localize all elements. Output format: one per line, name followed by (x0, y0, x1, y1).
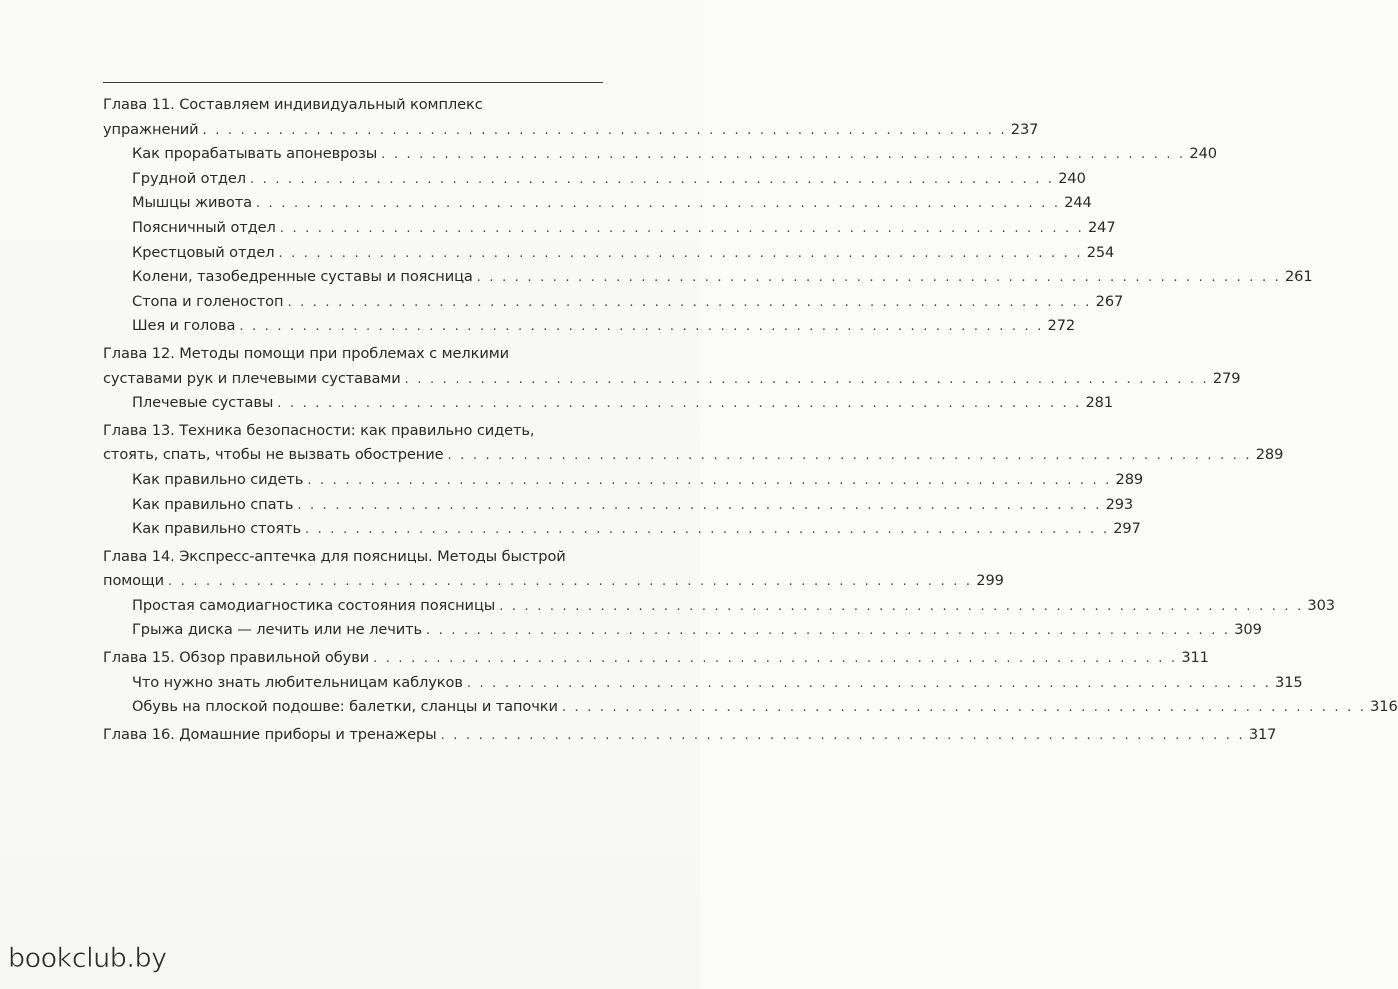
toc-leader-dots: . . . . . . . . . . . . . . . . . . . . . . . . . . . . . . . . . . . . . . . . . . . . . . . . . . . . . . . . . . . . . . . . (297, 497, 1102, 513)
toc-entry-title: Плечевые суставы (132, 394, 274, 412)
toc-section-line (103, 241, 1115, 266)
toc-section-line (103, 517, 1141, 542)
toc-page-number: 240 (1189, 145, 1217, 163)
toc-entry-title: стоять, спать, чтобы не вызвать обострение (103, 446, 444, 464)
toc-leader-dots: . . . . . . . . . . . . . . . . . . . . . . . . . . . . . . . . . . . . . . . . . . . . . . . . . . . . . . . . . . . . . . . . (279, 220, 1084, 236)
toc-page-number: 240 (1058, 169, 1086, 187)
toc-chapter-line (103, 419, 629, 444)
watermark: bookclub.by (8, 943, 167, 974)
toc-chapter-line (103, 443, 1284, 468)
toc-entry-title: Глава 13. Техника безопасности: как правильно сидеть, (103, 421, 535, 439)
toc-page-number: 267 (1095, 292, 1124, 310)
toc-chapter-line (103, 646, 1209, 671)
toc-entry-title: помощи (103, 572, 165, 590)
toc-section-line (103, 216, 1116, 241)
toc-section-line (103, 391, 1114, 416)
toc-chapter-line (103, 545, 629, 570)
toc-leader-dots: . . . . . . . . . . . . . . . . . . . . . . . . . . . . . . . . . . . . . . . . . . . . . . . . . . . . . . . . . . . . . . . . (466, 675, 1272, 691)
toc-section-line (103, 493, 1134, 518)
toc-entry-title: Обувь на плоской подошве: балетки, сланцы и тапочки (132, 698, 558, 716)
toc-entry-title: Что нужно знать любительницам каблуков (132, 673, 463, 691)
toc-leader-dots: . . . . . . . . . . . . . . . . . . . . . . . . . . . . . . . . . . . . . . . . . . . . . . . . . . . . . . . . . . . . . . . . (287, 294, 1092, 310)
toc-page-number: 289 (1115, 470, 1144, 488)
toc-entry-title: Глава 14. Экспресс-аптечка для поясницы. Методы быстрой (103, 547, 566, 565)
toc-leader-dots: . . . . . . . . . . . . . . . . . . . . . . . . . . . . . . . . . . . . . . . . . . . . . . . . . . . . . . . . . . . . . . . . (307, 472, 1112, 488)
toc-entry-title: Как правильно спать (132, 495, 294, 513)
toc-entry-title: упражнений (103, 120, 199, 138)
toc-entry-title: Простая самодиагностика состояния поясницы (132, 596, 496, 614)
toc-leader-dots: . . . . . . . . . . . . . . . . . . . . . . . . . . . . . . . . . . . . . . . . . . . . . . . . . . . . . . . . . . . . . . . . (168, 574, 973, 590)
toc-leader-dots: . . . . . . . . . . . . . . . . . . . . . . . . . . . . . . . . . . . . . . . . . . . . . . . . . . . . . . . . . . . . . . . . (476, 270, 1281, 286)
toc-page-number: 303 (1307, 596, 1335, 614)
toc-entry-title: Грудной отдел (132, 169, 247, 187)
toc-chapter-line (103, 118, 1039, 143)
toc-leader-dots: . . . . . . . . . . . . . . . . . . . . . . . . . . . . . . . . . . . . . . . . . . . . . . . . . . . . . . . . . . . . . . . . (561, 700, 1367, 716)
toc-page-number: 237 (1010, 120, 1039, 138)
toc-entry-title: Глава 16. Домашние приборы и тренажеры (103, 725, 437, 743)
toc-page-number: 315 (1275, 673, 1303, 691)
toc-leader-dots: . . . . . . . . . . . . . . . . . . . . . . . . . . . . . . . . . . . . . . . . . . . . . . . . . . . . . . . . . . . . . . . . (499, 598, 1304, 614)
toc-page-number: 254 (1086, 243, 1115, 261)
table-of-contents (103, 93, 1398, 747)
toc-page-number: 299 (976, 572, 1004, 590)
toc-section-line (103, 290, 1124, 315)
toc-leader-dots: . . . . . . . . . . . . . . . . . . . . . . . . . . . . . . . . . . . . . . . . . . . . . . . . . . . . . . . . . . . . . . . . (250, 171, 1055, 187)
toc-page-number: 281 (1085, 394, 1114, 412)
toc-entry-title: суставами рук и плечевыми суставами (103, 369, 401, 387)
toc-entry-title: Глава 11. Составляем индивидуальный комплекс (103, 96, 483, 113)
toc-page-number: 261 (1284, 268, 1313, 286)
toc-chapter-line (103, 569, 1004, 594)
toc-section-line (103, 695, 1398, 720)
toc-page-number: 317 (1248, 725, 1277, 743)
toc-leader-dots: . . . . . . . . . . . . . . . . . . . . . . . . . . . . . . . . . . . . . . . . . . . . . . . . . . . . . . . . . . . . . . . . (239, 319, 1044, 335)
toc-leader-dots: . . . . . . . . . . . . . . . . . . . . . . . . . . . . . . . . . . . . . . . . . . . . . . . . . . . . . . . . . . . . . . . . (304, 522, 1110, 538)
toc-entry-title: Крестцовый отдел (132, 243, 275, 261)
toc-leader-dots: . . . . . . . . . . . . . . . . . . . . . . . . . . . . . . . . . . . . . . . . . . . . . . . . . . . . . . . . . . . . . . . . (277, 396, 1082, 412)
toc-leader-dots: . . . . . . . . . . . . . . . . . . . . . . . . . . . . . . . . . . . . . . . . . . . . . . . . . . . . . . . . . . . . . . . . (278, 245, 1083, 261)
toc-entry-title: Как правильно сидеть (132, 470, 304, 488)
toc-page-number: 279 (1212, 369, 1241, 387)
toc-section-line (103, 671, 1303, 696)
toc-page-number: 247 (1088, 218, 1116, 236)
toc-section-line (103, 314, 1076, 339)
toc-chapter-line (103, 342, 629, 367)
toc-entry-title: Глава 15. Обзор правильной обуви (103, 649, 370, 667)
toc-entry-title: Мышцы живота (132, 194, 252, 212)
toc-section-line (103, 265, 1313, 290)
toc-page-number: 244 (1064, 194, 1092, 212)
toc-entry-title: Стопа и голеностоп (132, 292, 284, 310)
toc-entry-title: Грыжа диска — лечить или не лечить (132, 621, 423, 639)
toc-leader-dots: . . . . . . . . . . . . . . . . . . . . . . . . . . . . . . . . . . . . . . . . . . . . . . . . . . . . . . . . . . . . . . . . (440, 727, 1245, 743)
toc-leader-dots: . . . . . . . . . . . . . . . . . . . . . . . . . . . . . . . . . . . . . . . . . . . . . . . . . . . . . . . . . . . . . . . . (426, 623, 1231, 639)
toc-entry-title: Как прорабатывать апоневрозы (132, 145, 378, 163)
toc-page-number: 316 (1370, 698, 1398, 716)
toc-page-number: 311 (1181, 649, 1209, 667)
toc-leader-dots: . . . . . . . . . . . . . . . . . . . . . . . . . . . . . . . . . . . . . . . . . . . . . . . . . . . . . . . . . . . . . . . . (255, 196, 1061, 212)
toc-chapter-line (103, 367, 1241, 392)
toc-page-number: 293 (1105, 495, 1134, 513)
toc-leader-dots: . . . . . . . . . . . . . . . . . . . . . . . . . . . . . . . . . . . . . . . . . . . . . . . . . . . . . . . . . . . . . . . . (202, 122, 1007, 138)
toc-section-line (103, 618, 1262, 643)
toc-leader-dots: . . . . . . . . . . . . . . . . . . . . . . . . . . . . . . . . . . . . . . . . . . . . . . . . . . . . . . . . . . . . . . . . (404, 371, 1209, 387)
toc-section-line (103, 142, 1217, 167)
toc-chapter-line (103, 723, 1277, 748)
toc-page-number: 309 (1234, 621, 1262, 639)
toc-leader-dots: . . . . . . . . . . . . . . . . . . . . . . . . . . . . . . . . . . . . . . . . . . . . . . . . . . . . . . . . . . . . . . . . (447, 448, 1252, 464)
toc-chapter-line (103, 93, 629, 118)
toc-section-line (103, 468, 1144, 493)
toc-page-number: 297 (1113, 520, 1141, 538)
toc-entry-title: Глава 12. Методы помощи при проблемах с мелкими (103, 344, 509, 362)
toc-leader-dots: . . . . . . . . . . . . . . . . . . . . . . . . . . . . . . . . . . . . . . . . . . . . . . . . . . . . . . . . . . . . . . . . (373, 651, 1178, 667)
toc-entry-title: Поясничный отдел (132, 218, 276, 236)
toc-page-number: 272 (1047, 317, 1076, 335)
toc-entry-title: Шея и голова (132, 317, 236, 335)
toc-section-line (103, 167, 1086, 192)
toc-page-number: 289 (1255, 446, 1284, 464)
toc-section-line (103, 191, 1092, 216)
toc-entry-title: Колени, тазобедренные суставы и поясница (132, 268, 473, 286)
toc-section-line (103, 594, 1335, 619)
toc-entry-title: Как правильно стоять (132, 520, 301, 538)
header-rule (103, 82, 603, 83)
toc-leader-dots: . . . . . . . . . . . . . . . . . . . . . . . . . . . . . . . . . . . . . . . . . . . . . . . . . . . . . . . . . . . . . . . . (381, 147, 1186, 163)
